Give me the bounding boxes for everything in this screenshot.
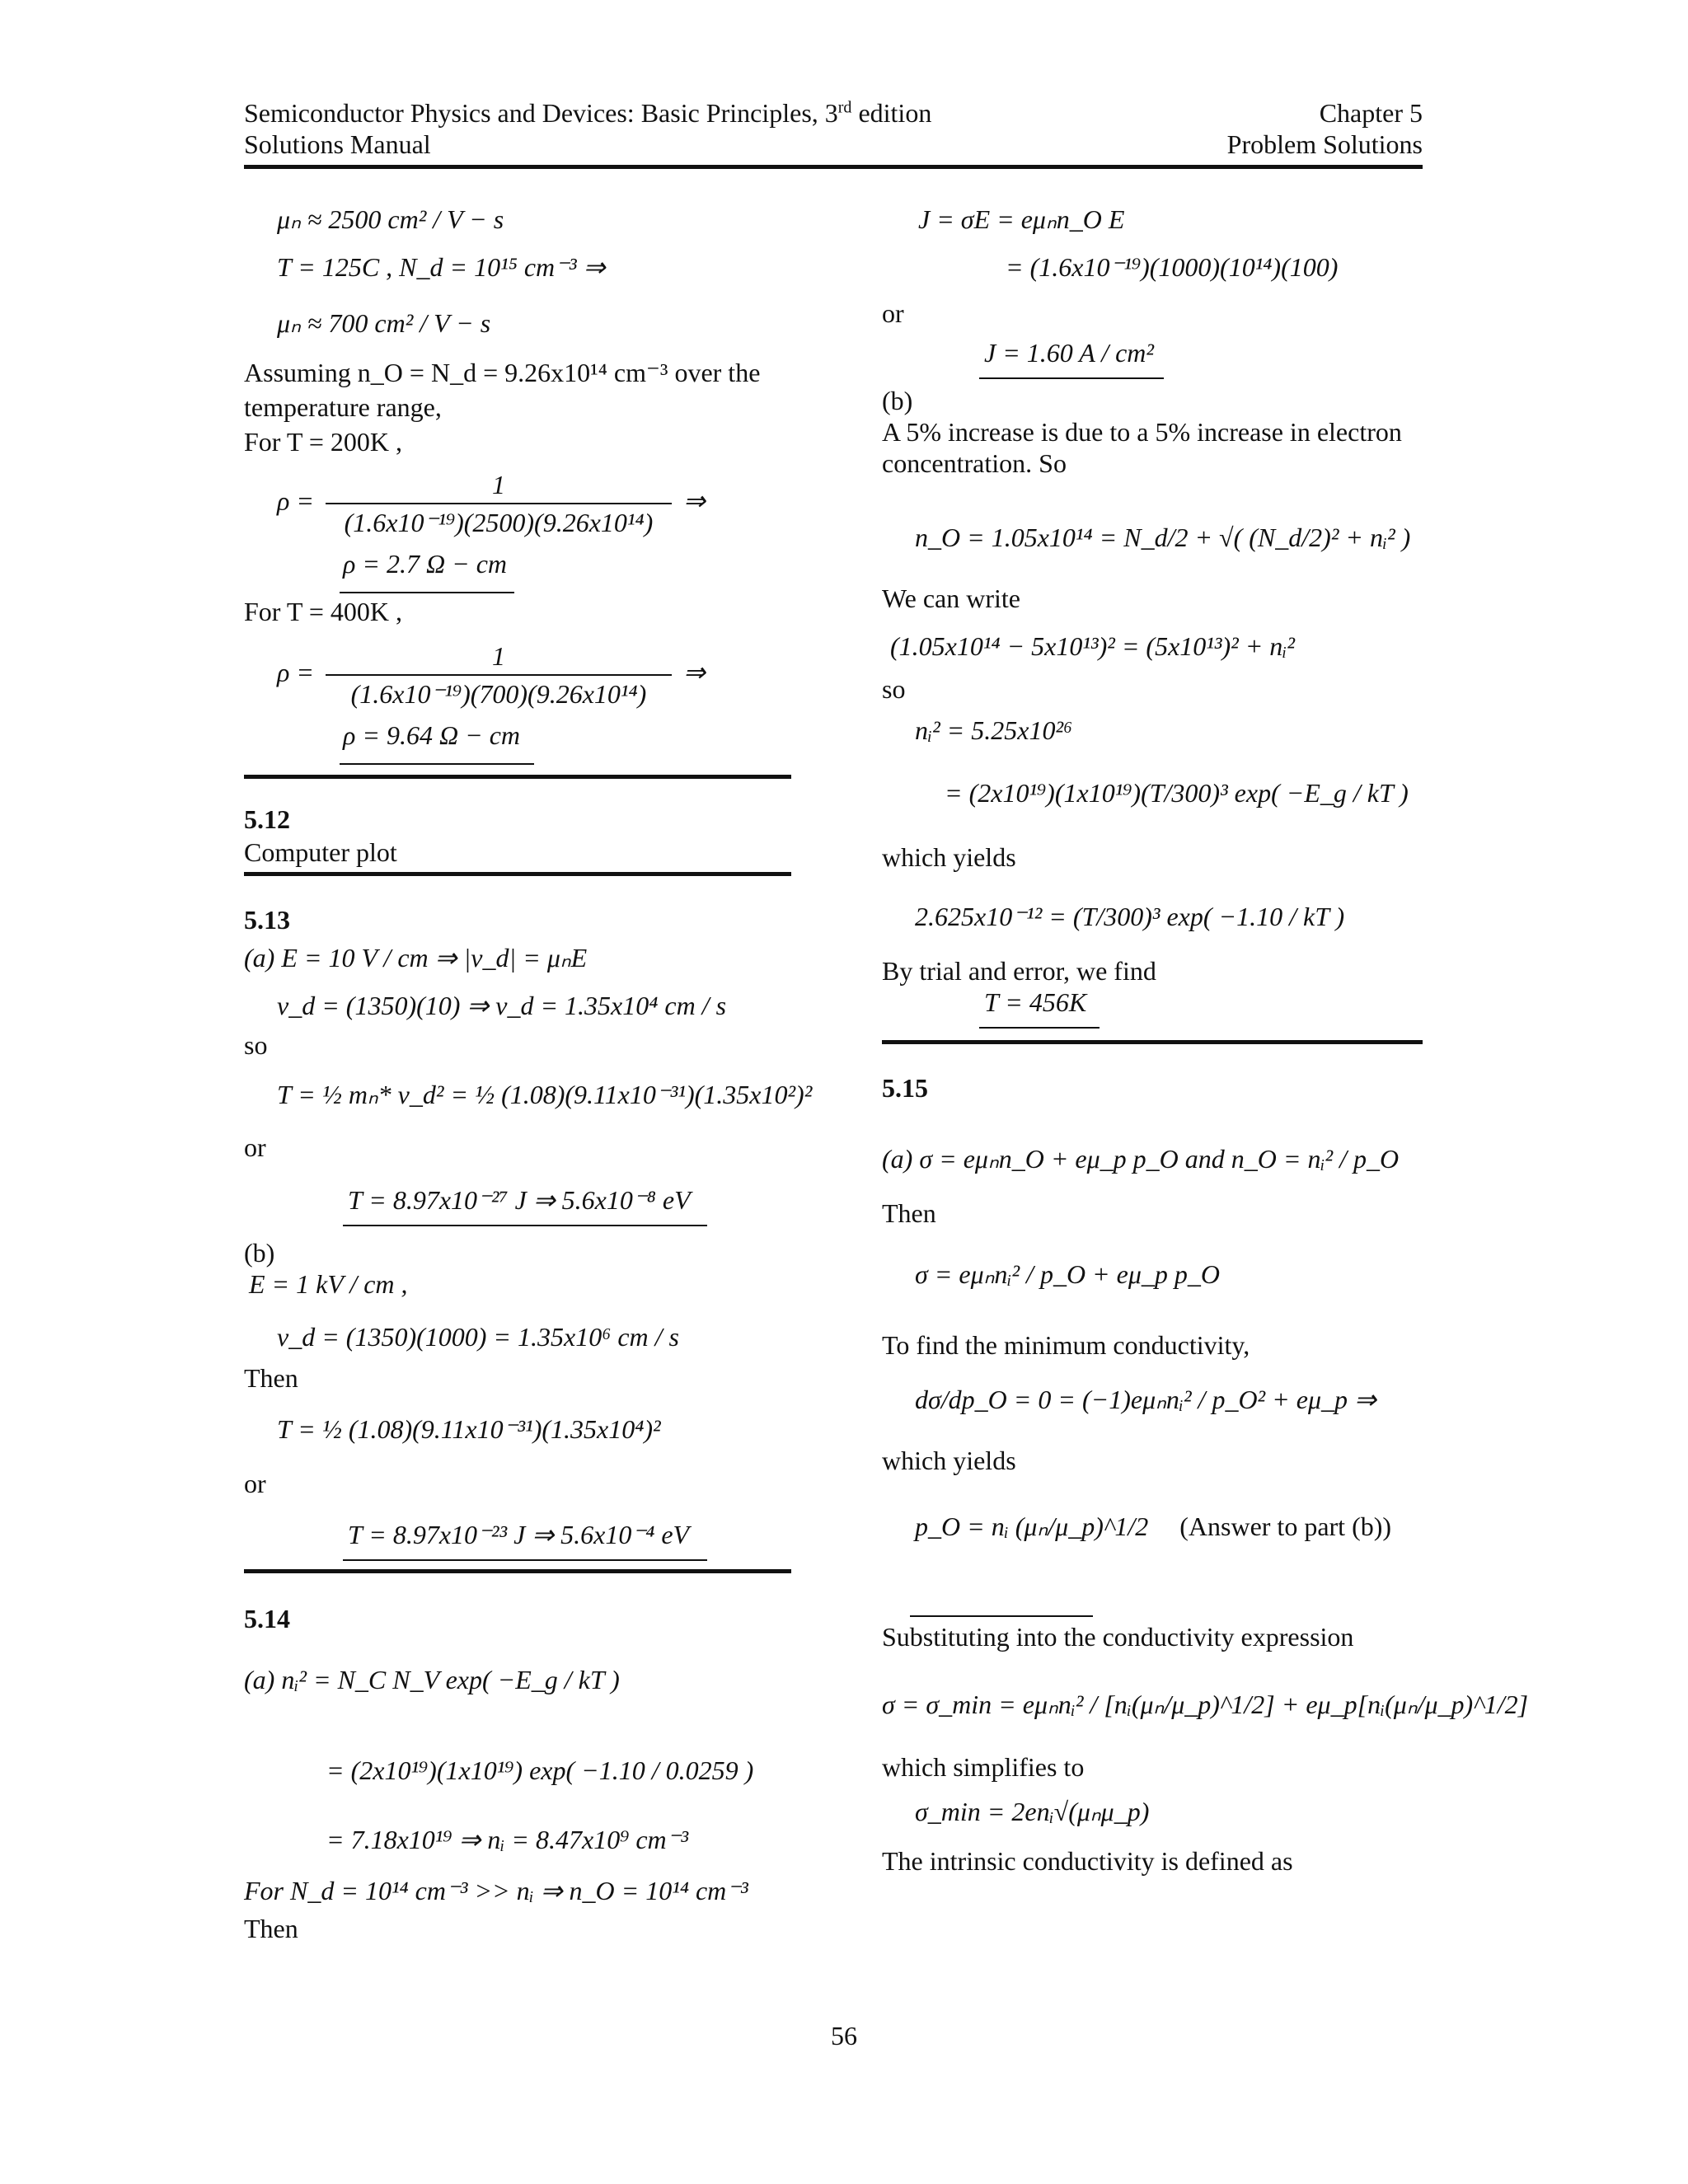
fraction-numerator: 1 <box>326 466 672 504</box>
equation: T = 125C , N_d = 10¹⁵ cm⁻³ ⇒ <box>277 252 606 282</box>
section-title: 5.12 <box>244 804 290 834</box>
text-line: or <box>244 1132 266 1162</box>
rho-result: ρ = 2.7 Ω − cm <box>343 549 507 579</box>
section-title: 5.15 <box>882 1073 928 1103</box>
text-line: Assuming n_O = N_d = 9.26x10¹⁴ cm⁻³ over the <box>244 358 761 387</box>
text-line: so <box>882 674 906 704</box>
equation: T = ½ (1.08)(9.11x10⁻³¹)(1.35x10⁴)² <box>277 1414 661 1444</box>
text-line: temperature range, <box>244 392 442 422</box>
section-divider <box>244 1569 791 1573</box>
text-line: which simplifies to <box>882 1752 1085 1782</box>
result-underline <box>979 377 1164 379</box>
book-subtitle: Solutions Manual <box>244 129 431 159</box>
result-underline <box>343 1559 707 1561</box>
equation-result: T = 8.97x10⁻²³ J ⇒ 5.6x10⁻⁴ eV <box>348 1520 690 1549</box>
text-line: We can write <box>882 583 1020 613</box>
equation <box>915 1510 1391 1543</box>
text-line: concentration. So <box>882 448 1067 478</box>
section-divider <box>882 1040 1423 1044</box>
equation-result: J = 1.60 A / cm² <box>984 338 1154 368</box>
equation: (a) E = 10 V / cm ⇒ |v_d| = μₙE <box>244 943 588 972</box>
book-title: Semiconductor Physics and Devices: Basic Principles, 3rd edition <box>244 98 932 128</box>
equation: σ_min = 2enᵢ√(μₙμ_p) <box>915 1797 1150 1826</box>
equation: J = σE = eμₙn_O E <box>918 204 1125 234</box>
page-number: 56 <box>831 2021 857 2050</box>
equation: n_O = 1.05x10¹⁴ = N_d/2 + √( (N_d/2)² + nᵢ² ) <box>915 523 1411 552</box>
equation: 2.625x10⁻¹² = (T/300)³ exp( −1.10 / kT ) <box>915 902 1345 931</box>
equation: E = 1 kV / cm , <box>249 1269 408 1299</box>
equation: (1.05x10¹⁴ − 5x10¹³)² = (5x10¹³)² + nᵢ² <box>890 631 1295 661</box>
text-line: By trial and error, we find <box>882 956 1156 986</box>
equation: μₙ ≈ 2500 cm² / V − s <box>277 204 504 234</box>
fraction-numerator: 1 <box>326 638 672 676</box>
equation: = (2x10¹⁹)(1x10¹⁹) exp( −1.10 / 0.0259 ) <box>326 1755 754 1785</box>
answer-note: (Answer to part (b)) <box>1179 1511 1392 1541</box>
equation-result: T = 456K <box>984 987 1087 1017</box>
section-title: 5.14 <box>244 1604 290 1633</box>
equation: nᵢ² = 5.25x10²⁶ <box>915 715 1073 745</box>
section-label: Problem Solutions <box>1226 129 1423 159</box>
equation: σ = eμₙnᵢ² / p_O + eμ_p p_O <box>915 1259 1221 1289</box>
fraction-denominator: (1.6x10⁻¹⁹)(2500)(9.26x10¹⁴) <box>344 508 654 537</box>
section-divider <box>244 775 791 779</box>
page-header <box>244 97 1423 169</box>
result-underline <box>979 1027 1100 1029</box>
text-line: (b) <box>244 1238 275 1268</box>
text-line: (b) <box>882 386 913 415</box>
equation: (a) σ = eμₙn_O + eμ_p p_O and n_O = nᵢ² / p_O <box>882 1144 1400 1174</box>
equation: T = ½ mₙ* v_d² = ½ (1.08)(9.11x10⁻³¹)(1.35x10²)² <box>277 1080 813 1109</box>
text-line: Substituting into the conductivity expression <box>882 1622 1354 1652</box>
equation: = (2x10¹⁹)(1x10¹⁹)(T/300)³ exp( −E_g / kT ) <box>945 778 1409 808</box>
text-line: so <box>244 1030 268 1060</box>
equation: For N_d = 10¹⁴ cm⁻³ >> nᵢ ⇒ n_O = 10¹⁴ cm⁻³ <box>244 1876 748 1905</box>
result-underline <box>910 1615 1093 1617</box>
text-line: For T = 200K , <box>244 427 402 457</box>
rho-equation: ρ = $\frac{1}{\text{(1.6x10⁻¹⁹)(700)(9.26x10¹⁴)}}$ ⇒ <box>277 638 706 712</box>
equation: v_d = (1350)(10) ⇒ v_d = 1.35x10⁴ cm / s <box>277 991 727 1020</box>
fraction-denominator: (1.6x10⁻¹⁹)(700)(9.26x10¹⁴) <box>350 679 647 709</box>
text-line: Then <box>244 1363 298 1393</box>
rho-result: ρ = 9.64 Ω − cm <box>343 720 520 750</box>
equation: = (1.6x10⁻¹⁹)(1000)(10¹⁴)(100) <box>1006 252 1339 282</box>
result-underline <box>340 592 514 593</box>
equation: μₙ ≈ 700 cm² / V − s <box>277 308 491 338</box>
result-underline <box>340 763 534 765</box>
result-underline <box>343 1225 707 1226</box>
text-line: Then <box>882 1198 936 1228</box>
chapter-label: Chapter 5 <box>1319 98 1423 128</box>
section-title: 5.13 <box>244 905 290 935</box>
equation-result: p_O = nᵢ (μₙ/μ_p)^1/2 <box>915 1511 1149 1541</box>
text-line: or <box>244 1469 266 1498</box>
text-line: Computer plot <box>244 837 397 867</box>
section-divider <box>244 872 791 876</box>
equation-result: T = 8.97x10⁻²⁷ J ⇒ 5.6x10⁻⁸ eV <box>348 1185 691 1215</box>
text-line: which yields <box>882 842 1016 872</box>
text-line: or <box>882 298 904 328</box>
text-line: which yields <box>882 1446 1016 1475</box>
text-line: A 5% increase is due to a 5% increase in electron <box>882 417 1402 447</box>
text-line: The intrinsic conductivity is defined as <box>882 1846 1293 1876</box>
rho-equation: ρ = $\frac{1}{\text{(1.6x10⁻¹⁹)(2500)(9.26x10¹⁴)}}$ ⇒ <box>277 466 706 541</box>
text-line: Then <box>244 1914 298 1943</box>
text-line: For T = 400K , <box>244 597 402 626</box>
equation: σ = σ_min = eμₙnᵢ² / [nᵢ(μₙ/μ_p)^1/2] + eμ_p[nᵢ(μₙ/μ_p)^1/2] <box>882 1690 1529 1719</box>
equation: v_d = (1350)(1000) = 1.35x10⁶ cm / s <box>277 1322 679 1352</box>
equation: dσ/dp_O = 0 = (−1)eμₙnᵢ² / p_O² + eμ_p ⇒ <box>915 1385 1376 1414</box>
text-line: To find the minimum conductivity, <box>882 1330 1250 1360</box>
equation: = 7.18x10¹⁹ ⇒ nᵢ = 8.47x10⁹ cm⁻³ <box>326 1825 689 1854</box>
equation: (a) nᵢ² = N_C N_V exp( −E_g / kT ) <box>244 1665 620 1694</box>
